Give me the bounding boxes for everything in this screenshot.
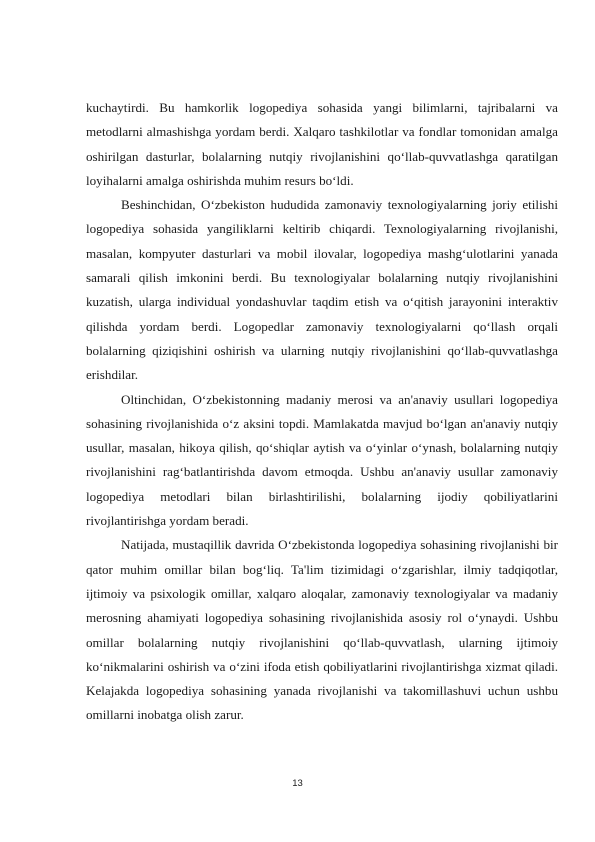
body-text: [86, 96, 558, 728]
paragraph-sixth-point: Oltinchidan, O‘zbekistonning madaniy merosi va an'anaviy usullari logopediya sohasining rivojlanishida o‘z aksini topdi. Mamlakatda mavjud bo‘lgan an'anaviy nutqiy usullar, masalan, hikoya qilish, qo‘shiqlar aytish va o‘yinlar o‘ynash, bolalarning nutqiy rivojlanishini rag‘batlantirishda davom etmoqda. Ushbu an'anaviy usullar zamonaviy logopediya metodlari bilan birlashtirilishi, bolalarning ijodiy qobiliyatlarini rivojlantirishga yordam beradi.: [86, 391, 558, 529]
paragraph-continuation: kuchaytirdi. Bu hamkorlik logopediya sohasida yangi bilimlarni, tajribalarni va metodlarni almashishga yordam berdi. Xalqaro tashkilotlar va fondlar tomonidan amalga oshirilgan dasturlar, bolalarning nutqiy rivojlanishini qo‘llab-quvvatlashga qaratilgan loyihalarni amalga oshirishda muhim resurs bo‘ldi.: [86, 100, 558, 188]
page-number: 13: [292, 778, 303, 789]
paragraph-conclusion: Natijada, mustaqillik davrida O‘zbekistonda logopediya sohasining rivojlanishi bir qator muhim omillar bilan bog‘liq. Ta'lim tizimidagi o‘zgarishlar, ilmiy tadqiqotlar, ijtimoiy va psixologik omillar, xalqaro aloqalar, zamonaviy texnologiyalar va madaniy merosning ahamiyati logopediya sohasining rivojlanishida asosiy rol o‘ynaydi. Ushbu omillar bolalarning nutqiy rivojlanishini qo‘llab-quvvatlash, ularning ijtimoiy ko‘nikmalarini oshirish va o‘zini ifoda etish qobiliyatlarini rivojlantirishga xizmat qiladi. Kelajakda logopediya sohasining yanada rivojlanishi va takomillashuvi uchun ushbu omillarni inobatga olish zarur.: [86, 537, 558, 723]
paragraph-fifth-point: Beshinchidan, O‘zbekiston hududida zamonaviy texnologiyalarning joriy etilishi logopediya sohasida yangiliklarni keltirib chiqardi. Texnologiyalarning rivojlanishi, masalan, kompyuter dasturlari va mobil ilovalar, logopediya mashg‘ulotlarini yanada samarali qilish imkonini berdi. Bu texnologiyalar bolalarning nutqiy rivojlanishini kuzatish, ularga individual yondashuvlar taqdim etish va o‘qitish jarayonini interaktiv qilishda yordam berdi. Logopedlar zamonaviy texnologiyalarni qo‘llash orqali bolalarning qiziqishini oshirish va ularning nutqiy rivojlanishini qo‘llab-quvvatlashga erishdilar.: [86, 197, 558, 383]
